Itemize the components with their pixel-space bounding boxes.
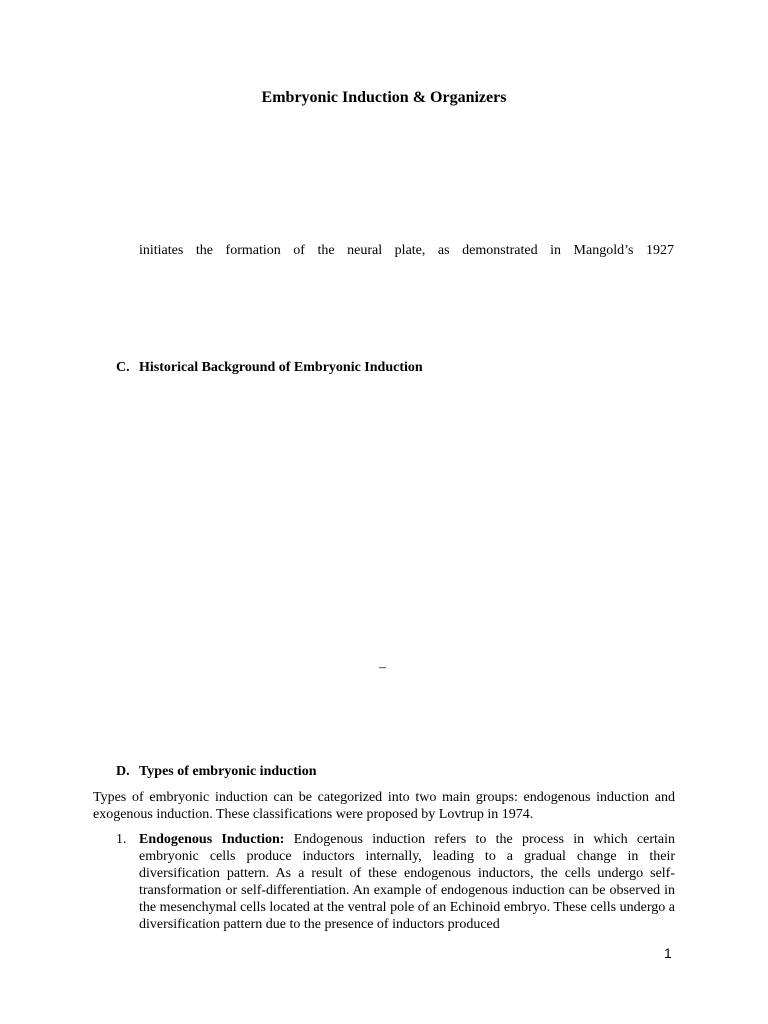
section-c-heading [116,359,423,376]
page-number: 1 [664,945,672,961]
section-c-number: C. [116,360,130,375]
section-d-intro: Types of embryonic induction can be categorized into two main groups: endogenous induction and exogenous induction. These classifications were proposed by Lovtrup in 1974. [93,790,675,822]
list-item-number: 1. [116,832,127,847]
dash-mark: – [379,660,386,675]
section-c-title: Historical Background of Embryonic Induction [139,360,423,375]
list-item-term: Endogenous Induction: [139,832,285,847]
list-item-text: Endogenous induction refers to the process in which certain embryonic cells produce inductors internally, leading to a gradual change in their diversification pattern. As a result of these endogenous inductors, the cells undergo self-transformation or self-differentiation. An example of endogenous induction can be observed in the mesenchymal cells located at the ventral pole of an Echinoid embryo. These cells undergo a diversification pattern due to the presence of inductors produced [139,832,675,932]
paragraph-fragment: initiates the formation of the neural plate, as demonstrated in Mangold’s 1927 [139,243,674,258]
list-item [116,831,675,933]
section-d-heading [116,763,316,780]
document-title: Embryonic Induction & Organizers [261,89,507,106]
section-d-number: D. [116,764,130,779]
section-d-title: Types of embryonic induction [139,764,317,779]
list-item-body [139,831,675,933]
